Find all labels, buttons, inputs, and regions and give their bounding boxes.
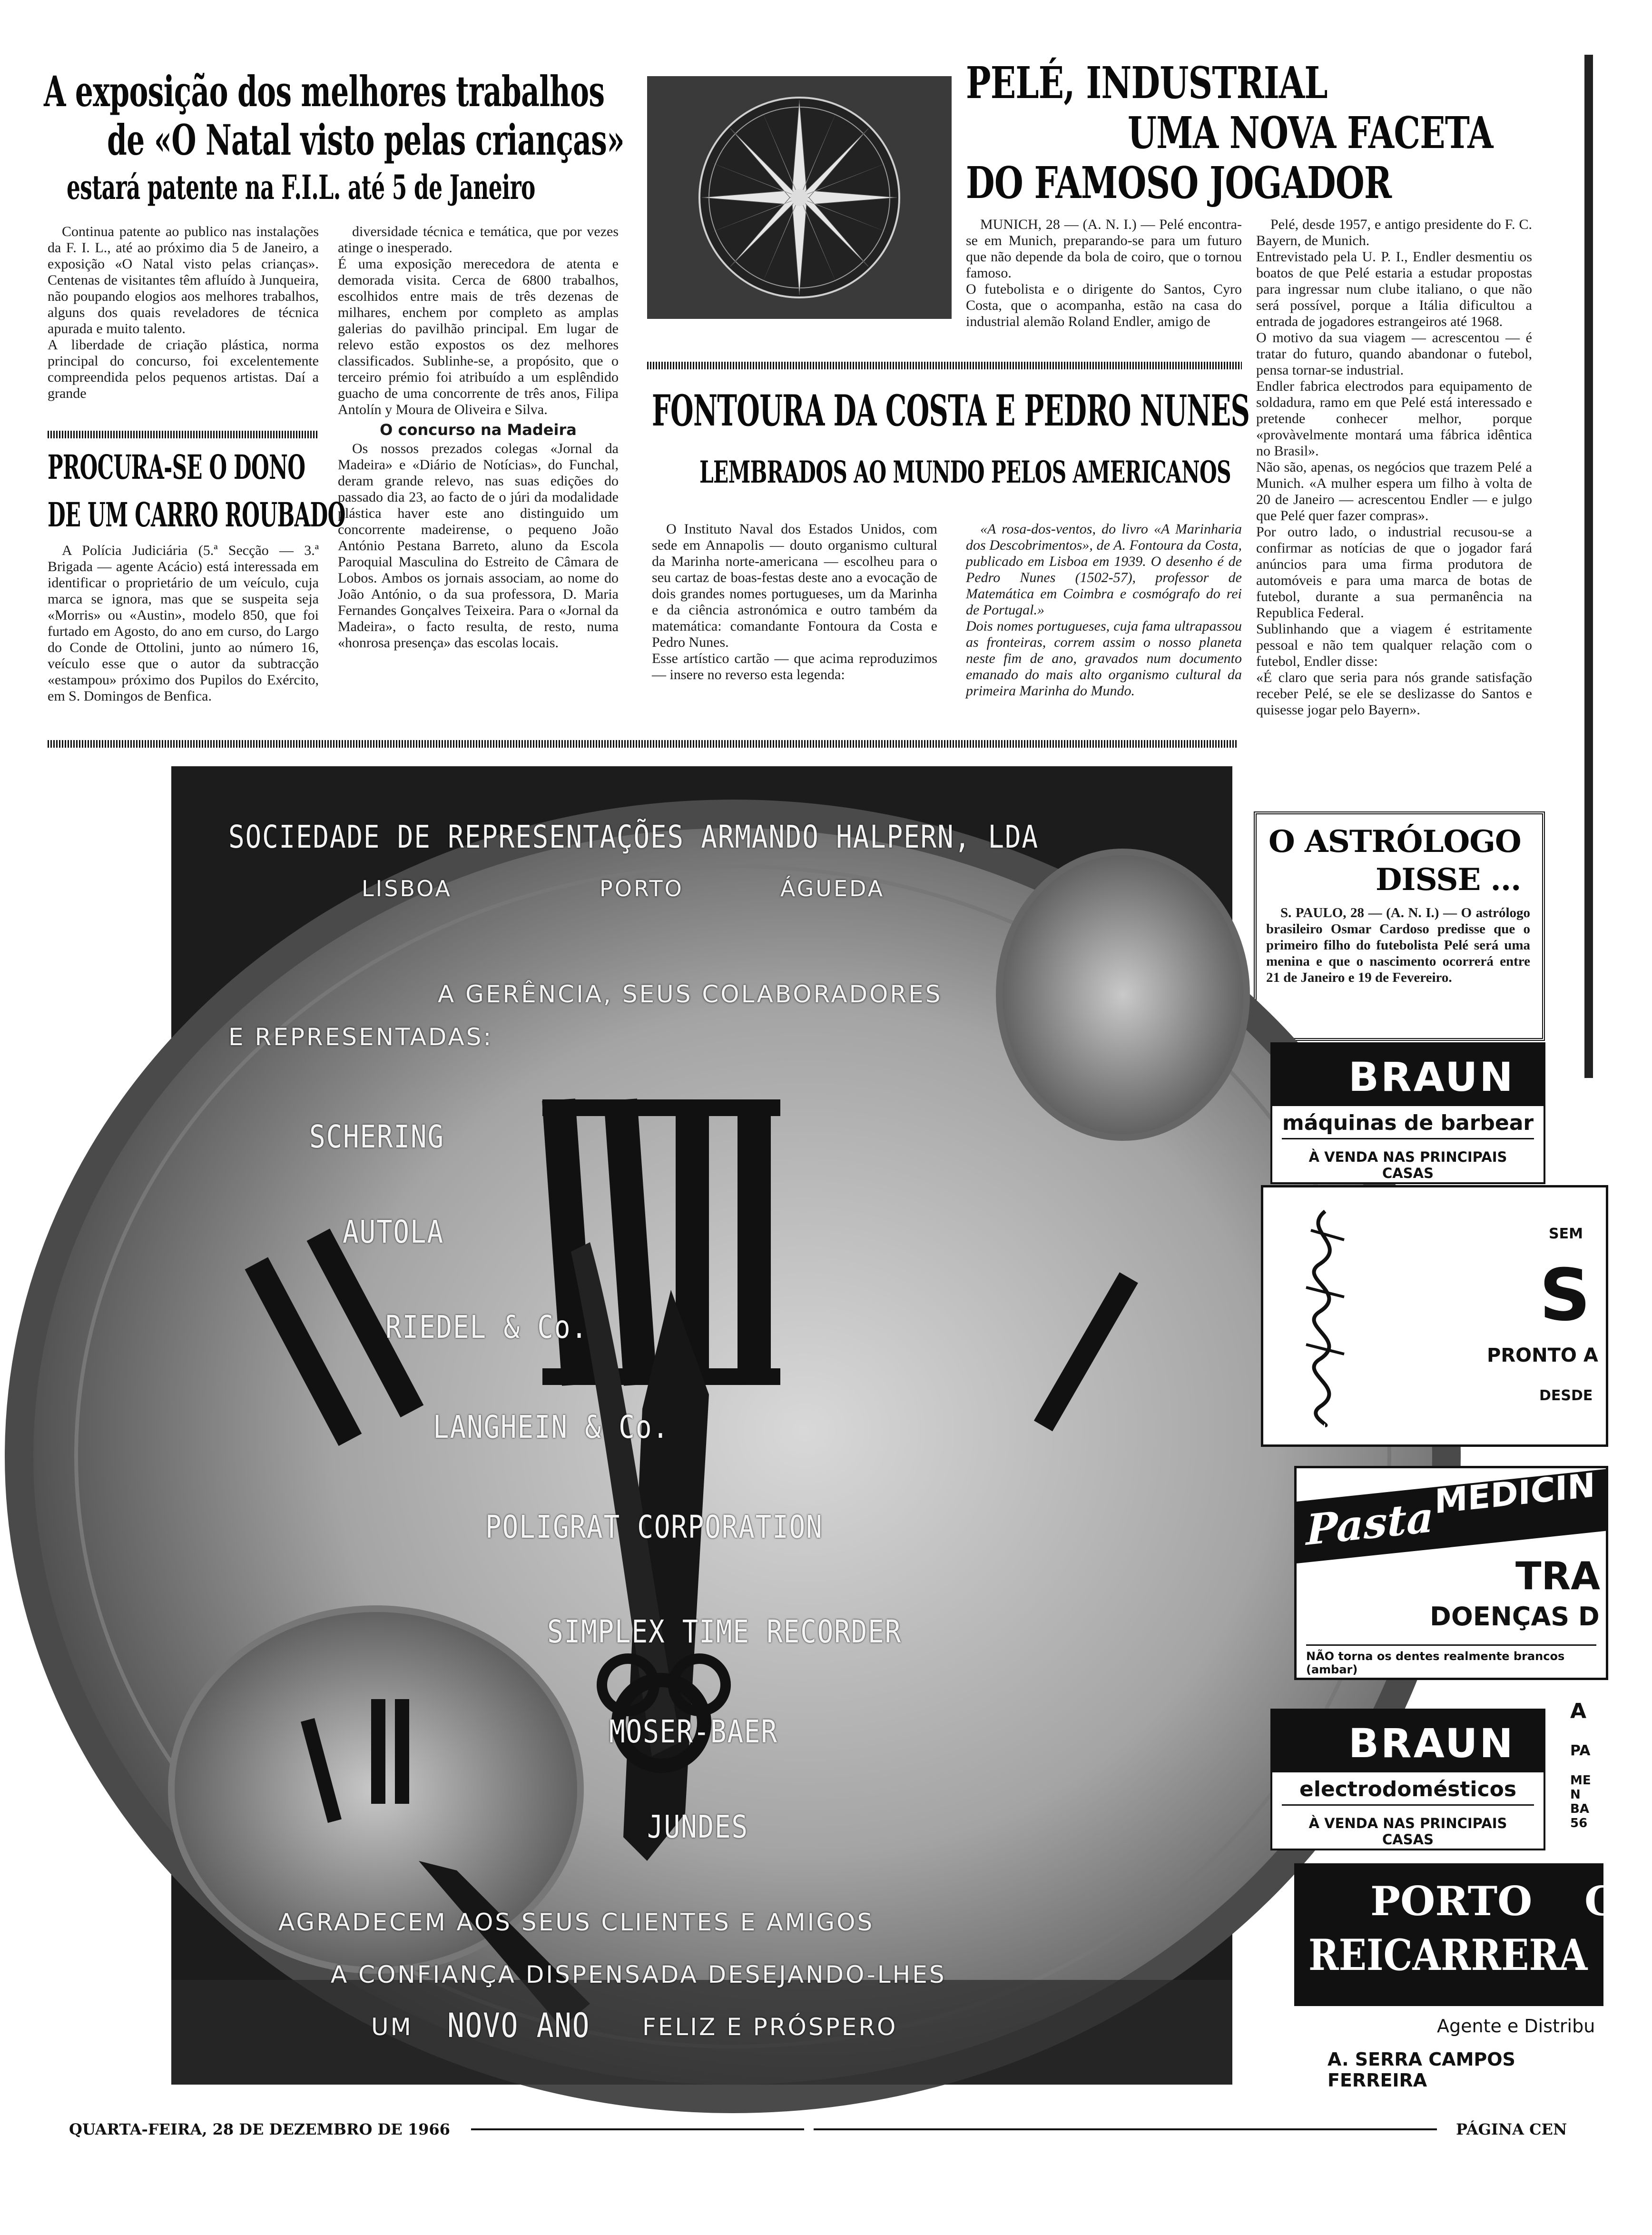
art4-column-1 <box>652 521 937 731</box>
pasta-ad <box>1294 1466 1608 1680</box>
art1-body-3: Os nossos prezados colegas «Jornal da Madeira» e «Diário de Notícias», do Funchal, deram grande relevo, nas suas edições do passado dia 23, ao facto de o júri da modalidade plástica haver este ano distinguido um concorrente madeirense, o pequeno João António Pestana Barreto, aluno da Escola Paroquial Masculina do Estreito de Câmara de Lobos. Ambos os jornais associam, ao nome do João António, o da sua professora, D. Maria Fernandes Gonçalves Teixeira. Para o «Jornal da Madeira», o facto resulta, de resto, numa «honrosa presença» das escolas locais. <box>338 441 619 651</box>
braun-logo-2: BRAUN <box>1348 1720 1515 1767</box>
side-frag-0: A <box>1570 1699 1587 1723</box>
art1-title-line3: estará patente na F.I.L. até 5 de Janeiro <box>67 168 535 207</box>
art3-column-2 <box>1256 217 1532 804</box>
ad-closing-um: UM <box>371 2013 413 2041</box>
side-frag-1: PA <box>1570 1742 1591 1759</box>
compass-rose-image <box>647 76 952 319</box>
ad-brand-jundes: JUNDES <box>647 1809 748 1845</box>
compass-rose-icon <box>647 76 952 319</box>
art3-title-line1: PELÉ, INDUSTRIAL <box>966 57 1328 109</box>
braun1-line1: máquinas de barbear <box>1282 1111 1534 1139</box>
braun-logo-box-2 <box>1272 1711 1544 1772</box>
clock-ad-photo <box>171 766 1232 2085</box>
art2-title-line1: PROCURA-SE O DONO <box>48 447 305 487</box>
art2-column <box>48 543 319 733</box>
art1-body-1: Continua patente ao publico nas instalações da F. I. L., até ao próximo dia 5 de Janeiro, a exposição «O Natal visto pelas crianças». Centenas de visitantes têm afluído à Junqueira, não poupando elogios aos melhores trabalhos, alguns dos quais reveladores de técnica apurada e muito talento. A liberdade de criação plástica, norma principal do concurso, foi excelentemente compreendida pelos pequenos artistas. Daí a grande <box>48 224 319 401</box>
art1-column-1 <box>48 224 319 433</box>
ad-brand-schering: SCHERING <box>309 1118 444 1155</box>
braun2-line2: À VENDA NAS PRINCIPAIS CASAS <box>1308 1815 1507 1848</box>
ad-brand-riedel: RIEDEL & Co. <box>385 1309 588 1345</box>
porto-agent: Agente e Distribu <box>1437 2016 1595 2037</box>
ad-brand-moser-baer: MOSER-BAER <box>609 1713 778 1750</box>
art1-column-2 <box>338 224 619 733</box>
footer-date: QUARTA-FEIRA, 28 DE DEZEMBRO DE 1966 <box>69 2120 450 2138</box>
ad2-mid-text: PRONTO A <box>1487 1345 1598 1366</box>
porto-agent-box <box>1294 2006 1603 2091</box>
braun-shaver-ad <box>1270 1042 1545 1184</box>
ad-city-agueda: ÁGUEDA <box>780 876 885 901</box>
art4-title-line1: FONTOURA DA COSTA E PEDRO NUNES <box>652 386 1250 436</box>
footer-rule-2 <box>814 2128 1437 2130</box>
ad-brand-autola: AUTOLA <box>343 1214 444 1250</box>
side-fragment <box>1570 1699 1599 1830</box>
pasta-title: MEDICIN <box>1435 1465 1595 1522</box>
art3-title-line3: DO FAMOSO JOGADOR <box>966 157 1392 208</box>
art3-title-line2: UMA NOVA FACETA <box>1128 107 1493 158</box>
signature-ad <box>1261 1185 1608 1447</box>
art4-body-2: «A rosa-dos-ventos, do livro «A Marinharia dos Descobrimentos», de A. Fontoura da Costa, publicado em Lisboa em 1939. O desenho é de Pedro Nunes (1502-57), professor de Matemática em Coimbra e cosmógrafo do rei de Portugal.» Dois nomes portugueses, cuja fama ultrapassou as fronteiras, correm assim o nosso planeta neste fim de ano, gravados num documento emanado do mais alto organismo cultural da primeira Marinha do Mundo. <box>966 521 1242 699</box>
clock-face-icon <box>171 766 1232 2085</box>
art1-body-2: diversidade técnica e temática, que por vezes atinge o inesperado. É uma exposição merecedora de atenta e demorada visita. Cerca de 6800 trabalhos, escolhidos entre mais de três dezenas de milhares, enchem por completo as amplas galerias do pavilhão principal. Em lugar de relevo estão expostos os dez melhores classificados. Sublinhe-se, a propósito, que o terceiro prémio foi atribuído a um esplêndido guacho de uma concorrente de três anos, Filipa Antolín y Moura de Oliveira e Silva. <box>338 224 619 417</box>
ad-city-lisboa: LISBOA <box>362 876 452 901</box>
side-frag-4: BA <box>1570 1802 1589 1816</box>
ad-company-name: SOCIEDADE DE REPRESENTAÇÕES ARMANDO HALPERN, LDA <box>228 819 1039 855</box>
side-frag-3: N <box>1570 1788 1581 1802</box>
ad-line-gerencia: A GERÊNCIA, SEUS COLABORADORES <box>438 980 943 1008</box>
art4-title-line2: LEMBRADOS AO MUNDO PELOS AMERICANOS <box>699 455 1231 490</box>
art1-title-line2: de «O Natal visto pelas crianças» <box>107 115 624 165</box>
art1-subhead: O concurso na Madeira <box>380 421 577 439</box>
footer-rule-1 <box>471 2128 804 2130</box>
ad-brand-poligrat: POLIGRAT CORPORATION <box>485 1509 823 1545</box>
ad-brand-langhein: LANGHEIN & Co. <box>433 1409 669 1445</box>
ad-brand-simplex: SIMPLEX TIME RECORDER <box>547 1613 902 1650</box>
ad2-bottom-text: DESDE <box>1539 1387 1593 1404</box>
art5-column <box>1266 905 1530 1033</box>
art5-body: S. PAULO, 28 — (A. N. I.) — O astrólogo brasileiro Osmar Cardoso predisse que o primeiro filho do futebolista Pelé será uma menina e que o nascimento ocorrerá entre 21 de Janeiro e 19 de Fevereiro. <box>1266 905 1530 985</box>
signature-script-icon <box>1282 1202 1368 1430</box>
ad-closing-novo-ano: NOVO ANO <box>447 2006 590 2045</box>
pasta-script: Pasta <box>1306 1492 1434 1555</box>
right-edge-strip <box>1584 55 1593 1078</box>
pasta-note: NÃO torna os dentes realmente brancos (ambar) <box>1306 1644 1596 1676</box>
art1-title-line1: A exposição dos melhores trabalhos <box>44 67 605 116</box>
ad-closing-feliz: FELIZ E PRÓSPERO <box>642 2013 898 2041</box>
art3-body-1: MUNICH, 28 — (A. N. I.) — Pelé encontra-se em Munich, preparando-se para um futuro que não depende da bola de coiro, que o tornou famoso. O futebolista e o dirigente do Santos, Cyro Costa, que o acompanha, estão na casa do industrial alemão Roland Endler, amigo de <box>966 217 1242 329</box>
side-frag-5: 56 <box>1570 1816 1588 1830</box>
rule-art3 <box>647 362 1242 369</box>
rule-top-section <box>48 740 1237 748</box>
porto-line1: PORTO <box>1370 1878 1533 1925</box>
ad-closing-line1: AGRADECEM AOS SEUS CLIENTES E AMIGOS <box>278 1909 875 1936</box>
braun-logo-box-1 <box>1272 1044 1544 1106</box>
art3-column-1 <box>966 217 1242 359</box>
footer-page: PÁGINA CEN <box>1456 2120 1567 2138</box>
astrologer-box <box>1254 811 1545 1041</box>
art5-title-line1: O ASTRÓLOGO <box>1268 824 1521 860</box>
side-frag-2: ME <box>1570 1773 1591 1788</box>
art2-body: A Polícia Judiciária (5.ª Secção — 3.ª Brigada — agente Acácio) está interessada em identificar o proprietário de um veículo, cuja marca se ignora, mas que se suspeita seja «Morris» ou «Austin», modelo 850, que foi furtado em Agosto, do ano em curso, do Largo do Conde de Ottolini, junto ao número 16, veículo esse que o autor da subtracção «estampou» próximo dos Pupilos do Exército, em S. Domingos de Benfica. <box>48 543 319 704</box>
pasta-line2: DOENÇAS D <box>1430 1602 1600 1632</box>
art3-body-2: Pelé, desde 1957, e antigo presidente do F. C. Bayern, de Munich. Entrevistado pela U. P. I., Endler desmentiu os boatos de que Pelé estaria a estudar propostas para ingressar num clube italiano, o que não será possível, porque a Itália dificultou a entrada de jogadores estrangeiros até 1968. O motivo da sua viagem — acrescentou — é tratar do futuro, quando abandonar o futebol, pensa tornar-se industrial. Endler fabrica electrodos para equipamento de soldadura, ramo em que Pelé está interessado e pretende conhecer melhor, porque «provàvelmente montará uma fábrica idêntica no Brasil». Não são, apenas, os negócios que trazem Pelé a Munich. «A mulher espera um filho à volta de 20 de Janeiro — acrescentou Endler — e julgo que Pelé quer fazer compras». Por outro lado, o industrial recusou-se a confirmar as notícias de que o jogador fará anúncios para uma firma produtora de automóveis e para uma marca de botas de futebol, durante a sua permanência na Republica Federal. Sublinhando que a viagem é estritamente pessoal e não tem qualquer relação com o futebol, Endler disse: «É claro que seria para nós grande satisfação receber Pelé, se ele se deslizasse do Santos e quisesse jogar pelo Bayern». <box>1256 217 1532 718</box>
braun1-line2: À VENDA NAS PRINCIPAIS CASAS <box>1308 1149 1507 1181</box>
rule-art1 <box>48 431 319 438</box>
art4-column-2 <box>966 521 1242 731</box>
porto-frag: C <box>1584 1878 1616 1925</box>
art5-title-line2: DISSE ... <box>1376 862 1521 898</box>
art4-body-1: O Instituto Naval dos Estados Unidos, com sede em Annapolis — douto organismo cultural da Marinha norte-americana — escolheu para o seu cartaz de boas-festas deste ano a evocação de dois grandes nomes portugueses, um da Marinha e da ciência astronómica e outro também da matemática: comandante Fontoura da Costa e Pedro Nunes. Esse artístico cartão — que acima reproduzimos — insere no reverso esta legenda: <box>652 521 937 682</box>
pasta-banner <box>1297 1465 1606 1563</box>
ad2-top-text: SEM <box>1549 1226 1583 1242</box>
porto-line2: REICARRERA <box>1308 1930 1588 1980</box>
ad-city-porto: PORTO <box>600 876 684 901</box>
braun-logo-1: BRAUN <box>1348 1054 1515 1100</box>
porto-name: A. SERRA CAMPOS FERREIRA <box>1328 2049 1515 2091</box>
pasta-line1: TRA <box>1515 1554 1601 1598</box>
art2-title-line2: DE UM CARRO ROUBADO <box>48 495 345 534</box>
braun2-line1: electrodomésticos <box>1282 1777 1534 1806</box>
braun-appliances-ad <box>1270 1709 1545 1850</box>
ad-line-representadas: E REPRESENTADAS: <box>228 1023 493 1051</box>
ad-closing-line2: A CONFIANÇA DISPENSADA DESEJANDO-LHES <box>331 1961 946 1988</box>
porto-ad <box>1294 1863 1616 2091</box>
ad2-big-letter: S <box>1539 1254 1591 1337</box>
